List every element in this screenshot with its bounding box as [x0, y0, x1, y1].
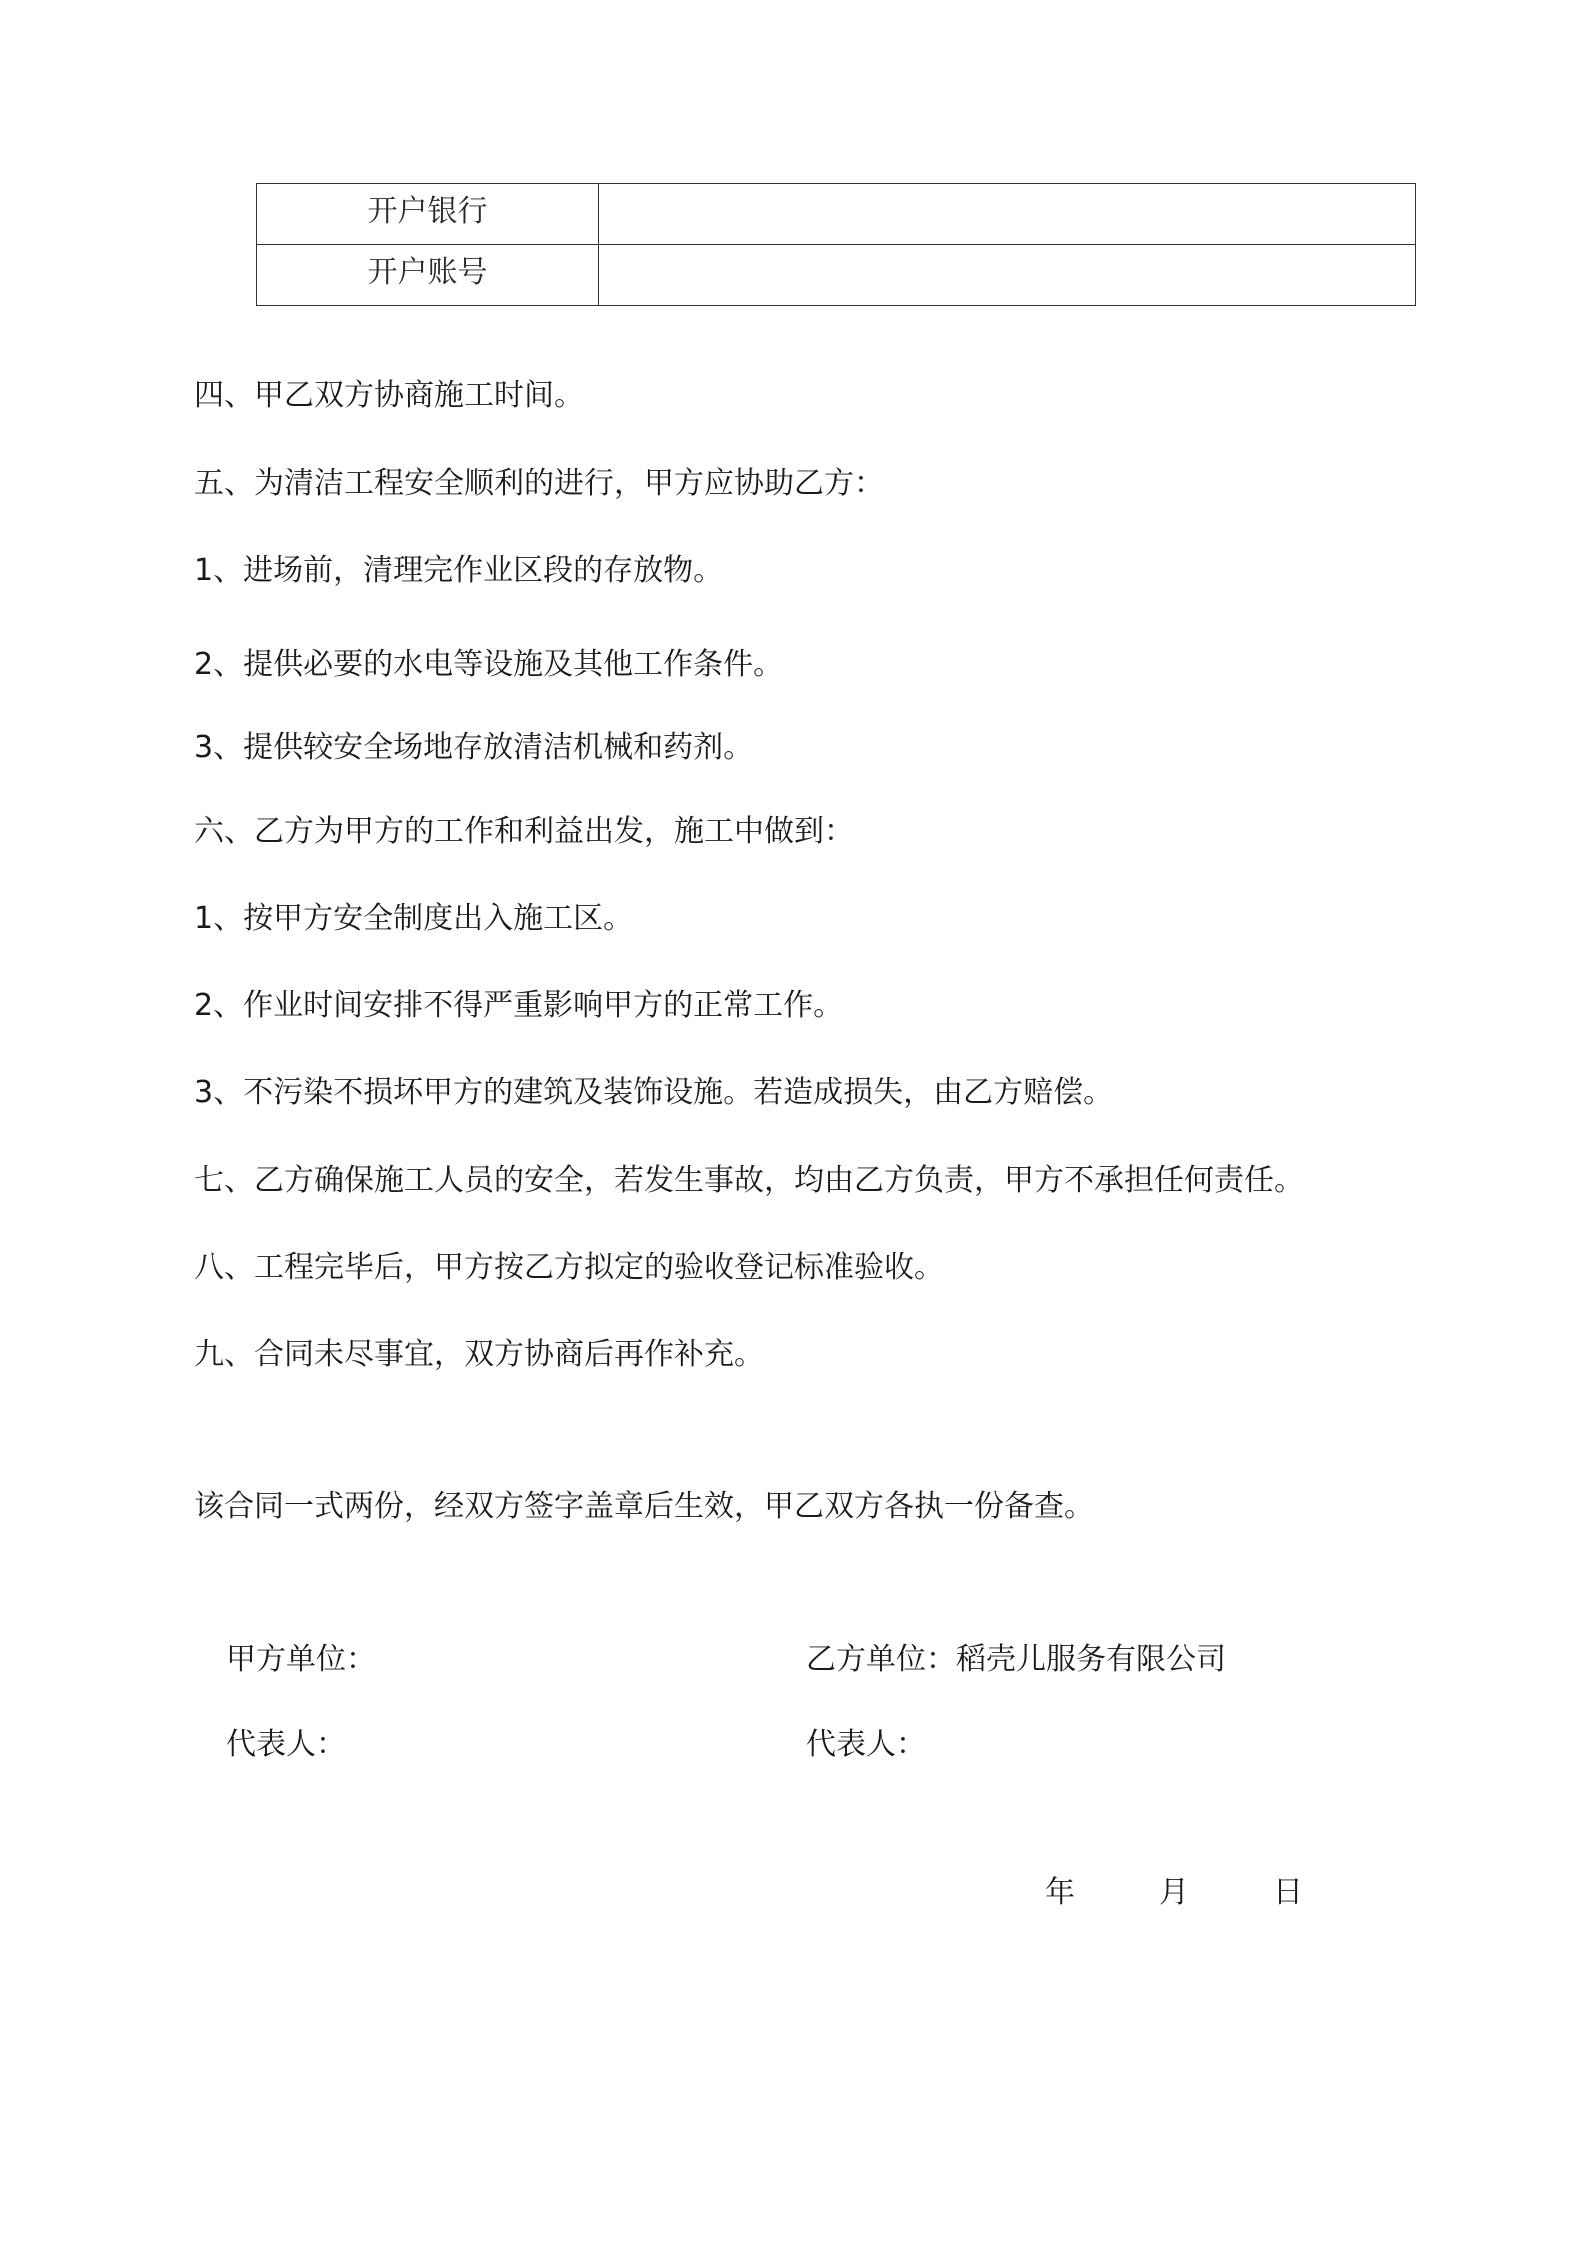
- clause-6: 六、乙方为甲方的工作和利益出发，施工中做到：: [194, 814, 854, 849]
- clause-6-item-1: 1、按甲方安全制度出入施工区。: [194, 901, 634, 936]
- clause-5-item-2: 2、提供必要的水电等设施及其他工作条件。: [194, 647, 784, 682]
- date-year-label: 年: [1045, 1875, 1075, 1910]
- party-a-unit-label: 甲方单位：: [226, 1642, 376, 1677]
- clause-5: 五、为清洁工程安全顺利的进行，甲方应协助乙方：: [194, 466, 884, 501]
- account-number-label: 开户账号: [257, 245, 599, 306]
- clause-6-item-3: 3、不污染不损坏甲方的建筑及装饰设施。若造成损失，由乙方赔偿。: [194, 1075, 1114, 1110]
- date-day-label: 日: [1273, 1875, 1303, 1910]
- account-number-value: [599, 245, 1416, 306]
- closing-statement: 该合同一式两份，经双方签字盖章后生效，甲乙双方各执一份备查。: [194, 1489, 1094, 1524]
- party-b-unit-label: 乙方单位：稻壳儿服务有限公司: [806, 1642, 1226, 1677]
- clause-5-item-3: 3、提供较安全场地存放清洁机械和药剂。: [194, 730, 754, 765]
- party-a-rep-label: 代表人：: [226, 1727, 346, 1762]
- clause-7: 七、乙方确保施工人员的安全，若发生事故，均由乙方负责，甲方不承担任何责任。: [194, 1163, 1304, 1198]
- party-b-rep-label: 代表人：: [806, 1727, 926, 1762]
- clause-4: 四、甲乙双方协商施工时间。: [194, 378, 584, 413]
- date-month-label: 月: [1159, 1875, 1189, 1910]
- clause-6-item-2: 2、作业时间安排不得严重影响甲方的正常工作。: [194, 988, 844, 1023]
- bank-info-table: [256, 183, 1416, 306]
- table-row: [257, 245, 1416, 306]
- table-row: [257, 184, 1416, 245]
- clause-9: 九、合同未尽事宜，双方协商后再作补充。: [194, 1337, 764, 1372]
- bank-name-label: 开户银行: [257, 184, 599, 245]
- clause-8: 八、工程完毕后，甲方按乙方拟定的验收登记标准验收。: [194, 1250, 944, 1285]
- clause-5-item-1: 1、进场前，清理完作业区段的存放物。: [194, 553, 724, 588]
- bank-name-value: [599, 184, 1416, 245]
